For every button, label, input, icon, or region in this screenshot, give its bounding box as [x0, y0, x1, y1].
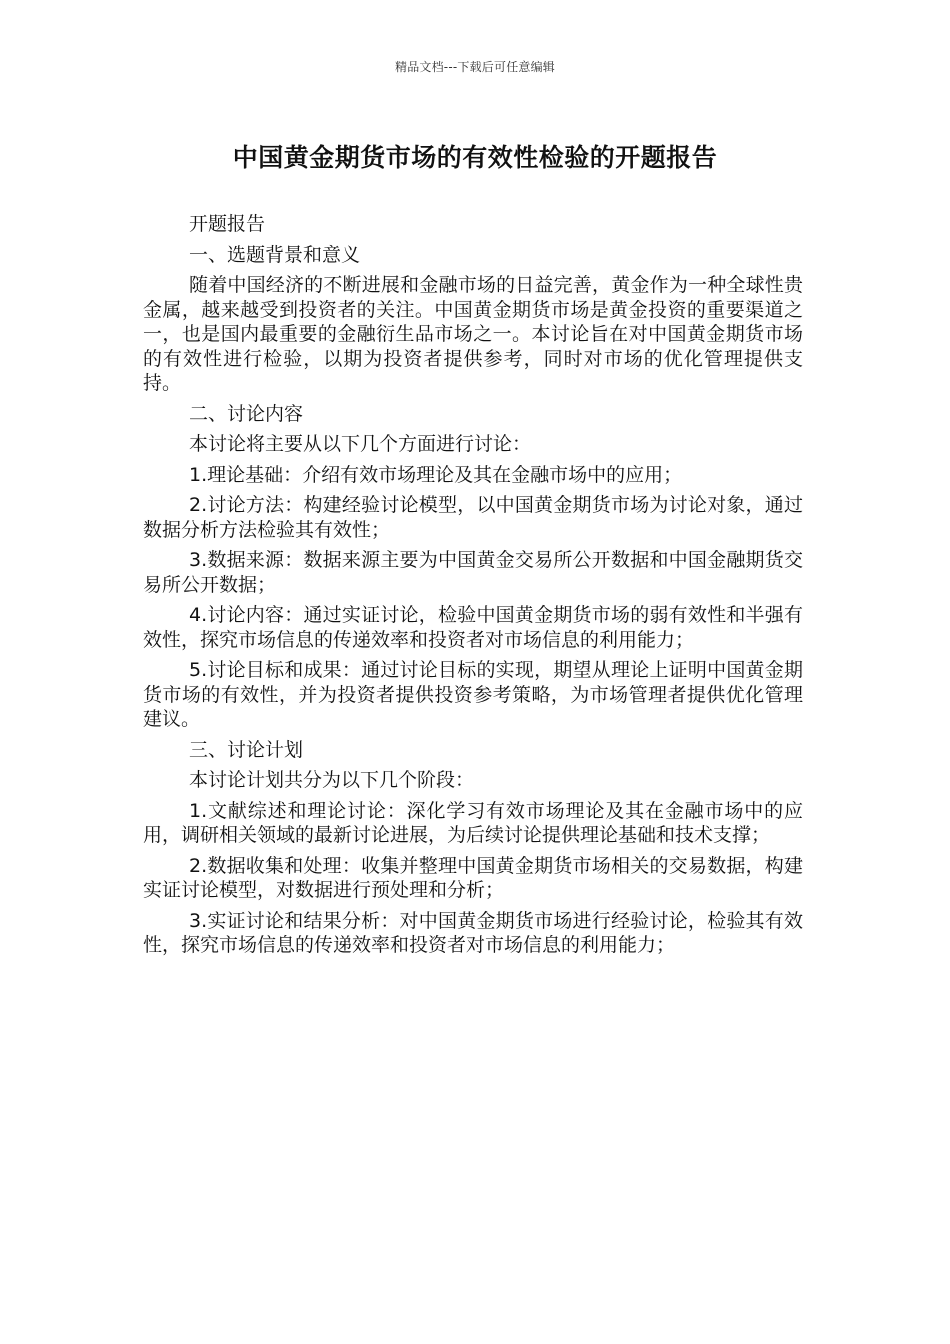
list-item-plan-1: 1.文献综述和理论讨论：深化学习有效市场理论及其在金融市场中的应用，调研相关领域的最新讨论进展，为后续讨论提供理论基础和技术支撑；: [143, 799, 803, 846]
list-item-content-3: 3.数据来源：数据来源主要为中国黄金交易所公开数据和中国金融期货交易所公开数据；: [143, 549, 803, 596]
section-label-report: 开题报告: [189, 213, 266, 235]
list-item-content-4: 4.讨论内容：通过实证讨论，检验中国黄金期货市场的弱有效性和半强有效性，探究市场信息的传递效率和投资者对市场信息的利用能力；: [143, 604, 803, 651]
section-heading-background: 一、选题背景和意义: [189, 243, 361, 266]
list-item-content-1: 1.理论基础：介绍有效市场理论及其在金融市场中的应用；: [189, 463, 683, 486]
list-item-plan-3: 3.实证讨论和结果分析：对中国黄金期货市场进行经验讨论，检验其有效性，探究市场信息的传递效率和投资者对市场信息的利用能力；: [143, 909, 803, 956]
section-heading-plan: 三、讨论计划: [189, 738, 304, 761]
document-title: 中国黄金期货市场的有效性检验的开题报告: [232, 143, 718, 172]
paragraph-background: 随着中国经济的不断进展和金融市场的日益完善，黄金作为一种全球性贵金属，越来越受到投资者的关注。中国黄金期货市场是黄金投资的重要渠道之一，也是国内最重要的金融衍生品市场之一。本讨论旨在对中国黄金期货市场的有效性进行检验，以期为投资者提供参考，同时对市场的优化管理提供支持。: [143, 274, 803, 394]
list-item-content-5: 5.讨论目标和成果：通过讨论目标的实现，期望从理论上证明中国黄金期货市场的有效性，并为投资者提供投资参考策略，为市场管理者提供优化管理建议。: [143, 659, 803, 730]
section-heading-content: 二、讨论内容: [189, 402, 304, 425]
header-note: 精品文档---下载后可任意编辑: [395, 60, 555, 74]
document-body: [143, 212, 803, 964]
list-item-plan-2: 2.数据收集和处理：收集并整理中国黄金期货市场相关的交易数据，构建实证讨论模型，对数据进行预处理和分析；: [143, 854, 803, 901]
paragraph-content-intro: 本讨论将主要从以下几个方面进行讨论：: [189, 433, 532, 455]
paragraph-plan-intro: 本讨论计划共分为以下几个阶段：: [189, 769, 475, 791]
list-item-content-2: 2.讨论方法：构建经验讨论模型，以中国黄金期货市场为讨论对象，通过数据分析方法检验其有效性；: [143, 494, 803, 541]
